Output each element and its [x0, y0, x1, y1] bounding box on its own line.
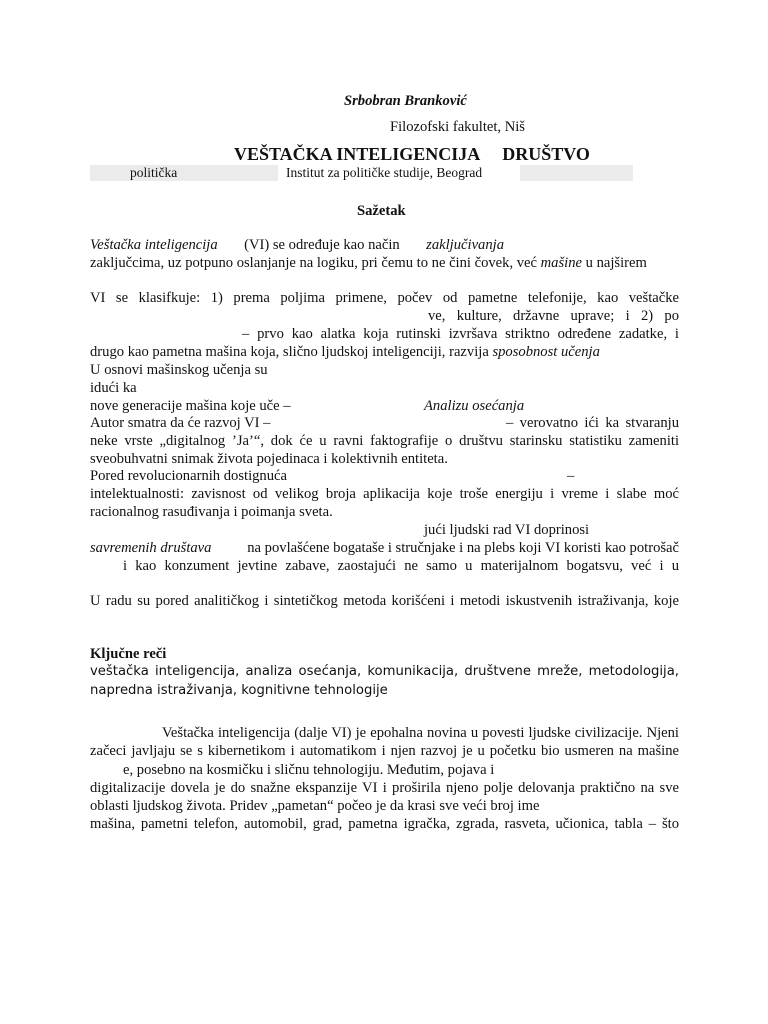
body-line-1: Veštačka inteligencija (dalje VI) je epohalna novina u povesti ljudske civilizacije. Njeni: [162, 725, 679, 741]
abstract-line-1: [90, 236, 504, 254]
abstract-line-1-a: Veštačka inteligencija: [90, 237, 218, 253]
subtitle-institute: Institut za političke studije, Beograd: [286, 165, 483, 180]
abstract-line-9a: nove generacije mašina koje uče –: [90, 398, 291, 414]
body-line-4: digitalizacije dovela je do snažne ekspanzije VI i proširila njeno polje delovanja praktično na sve: [90, 780, 679, 796]
abstract-line-13b: –: [567, 468, 575, 484]
body-line-5: oblasti ljudskog života. Pridev „pametan“ počeo je da krasi sve veći broj ime: [90, 798, 540, 814]
highlight-bar-right: [520, 165, 633, 181]
abstract-line-1-c: zaključivanja: [426, 237, 504, 253]
highlight-bar-left: [90, 165, 278, 181]
abstract-line-7: U osnovi mašinskog učenja su: [90, 362, 268, 378]
author-affiliation: Filozofski fakultet, Niš: [390, 119, 525, 135]
abstract-line-19: U radu su pored analitičkog i sintetičkog metoda korišćeni i metodi iskustvenih istraživanja, koje: [90, 593, 679, 609]
abstract-line-12: sveobuhvatni snimak života pojedinaca i kolektivnih entiteta.: [90, 451, 448, 467]
article-title: [234, 143, 590, 165]
abstract-line-11: neke vrste „digitalnog ’Ja’“, dok će u ravni faktografije o društvu starinsku statistiku zameniti: [90, 433, 679, 449]
abstract-line-5: – prvo kao alatka koja rutinski izvršava striktno određene zadatke, i: [242, 326, 679, 342]
abstract-heading: Sažetak: [357, 203, 406, 219]
body-line-2: začeci javljaju se s kibernetikom i automatikom i njen razvoj je u početku bio usmeren na mašine: [90, 743, 679, 759]
author-name: Srbobran Branković: [344, 93, 467, 109]
abstract-line-6: drugo kao pametna mašina koja, slično ljudskoj inteligenciji, razvija sposobnost učenja: [90, 344, 600, 360]
keywords-line-2: napredna istraživanja, kognitivne tehnologije: [90, 683, 388, 698]
body-line-6: mašina, pametni telefon, automobil, grad, pametna igračka, zgrada, rasveta, učionica, tabla – što: [90, 816, 679, 832]
keywords-line-1: veštačka inteligencija, analiza osećanja, komunikacija, društvene mreže, metodologija,: [90, 664, 679, 679]
abstract-line-1-b: (VI) se određuje kao način: [244, 237, 400, 253]
abstract-line-8: idući ka: [90, 380, 137, 396]
abstract-line-17: savremenih društava na povlašćene bogataše i stručnjake i na plebs koji VI koristi kao potrošač: [90, 540, 679, 556]
abstract-line-9b: Analizu osećanja: [424, 398, 525, 414]
abstract-line-15: racionalnog rasuđivanja i poimanja sveta.: [90, 504, 333, 520]
abstract-line-18: i kao konzument jevtine zabave, zaostajući ne samo u materijalnom bogatsvu, već i u: [123, 558, 679, 574]
abstract-line-16: jući ljudski rad VI doprinosi: [424, 522, 590, 538]
title-part-2: DRUŠTVO: [502, 144, 590, 164]
title-part-1: VEŠTAČKA INTELIGENCIJA: [234, 144, 481, 164]
body-line-3: e, posebno na kosmičku i sličnu tehnologiju. Međutim, pojava i: [123, 762, 495, 778]
abstract-line-4: ve, kulture, državne uprave; i 2) po: [428, 308, 679, 324]
abstract-line-2: zaključcima, uz potpuno oslanjanje na logiku, pri čemu to ne čini čovek, već mašine u najširem: [90, 255, 647, 271]
abstract-line-14: intelektualnosti: zavisnost od velikog broja aplikacija koje troše energiju i vreme i slabe moć: [90, 486, 679, 502]
abstract-line-10b: – verovatno ići ka stvaranju: [506, 415, 679, 431]
abstract-line-13a: Pored revolucionarnih dostignuća: [90, 468, 287, 484]
keywords-heading: Ključne reči: [90, 646, 167, 662]
abstract-line-3: VI se klasifkuje: 1) prema poljima primene, počev od pametne telefonije, kao veštačke: [90, 290, 679, 306]
abstract-line-10a: Autor smatra da će razvoj VI –: [90, 415, 271, 431]
subtitle-left: politička: [130, 165, 178, 180]
